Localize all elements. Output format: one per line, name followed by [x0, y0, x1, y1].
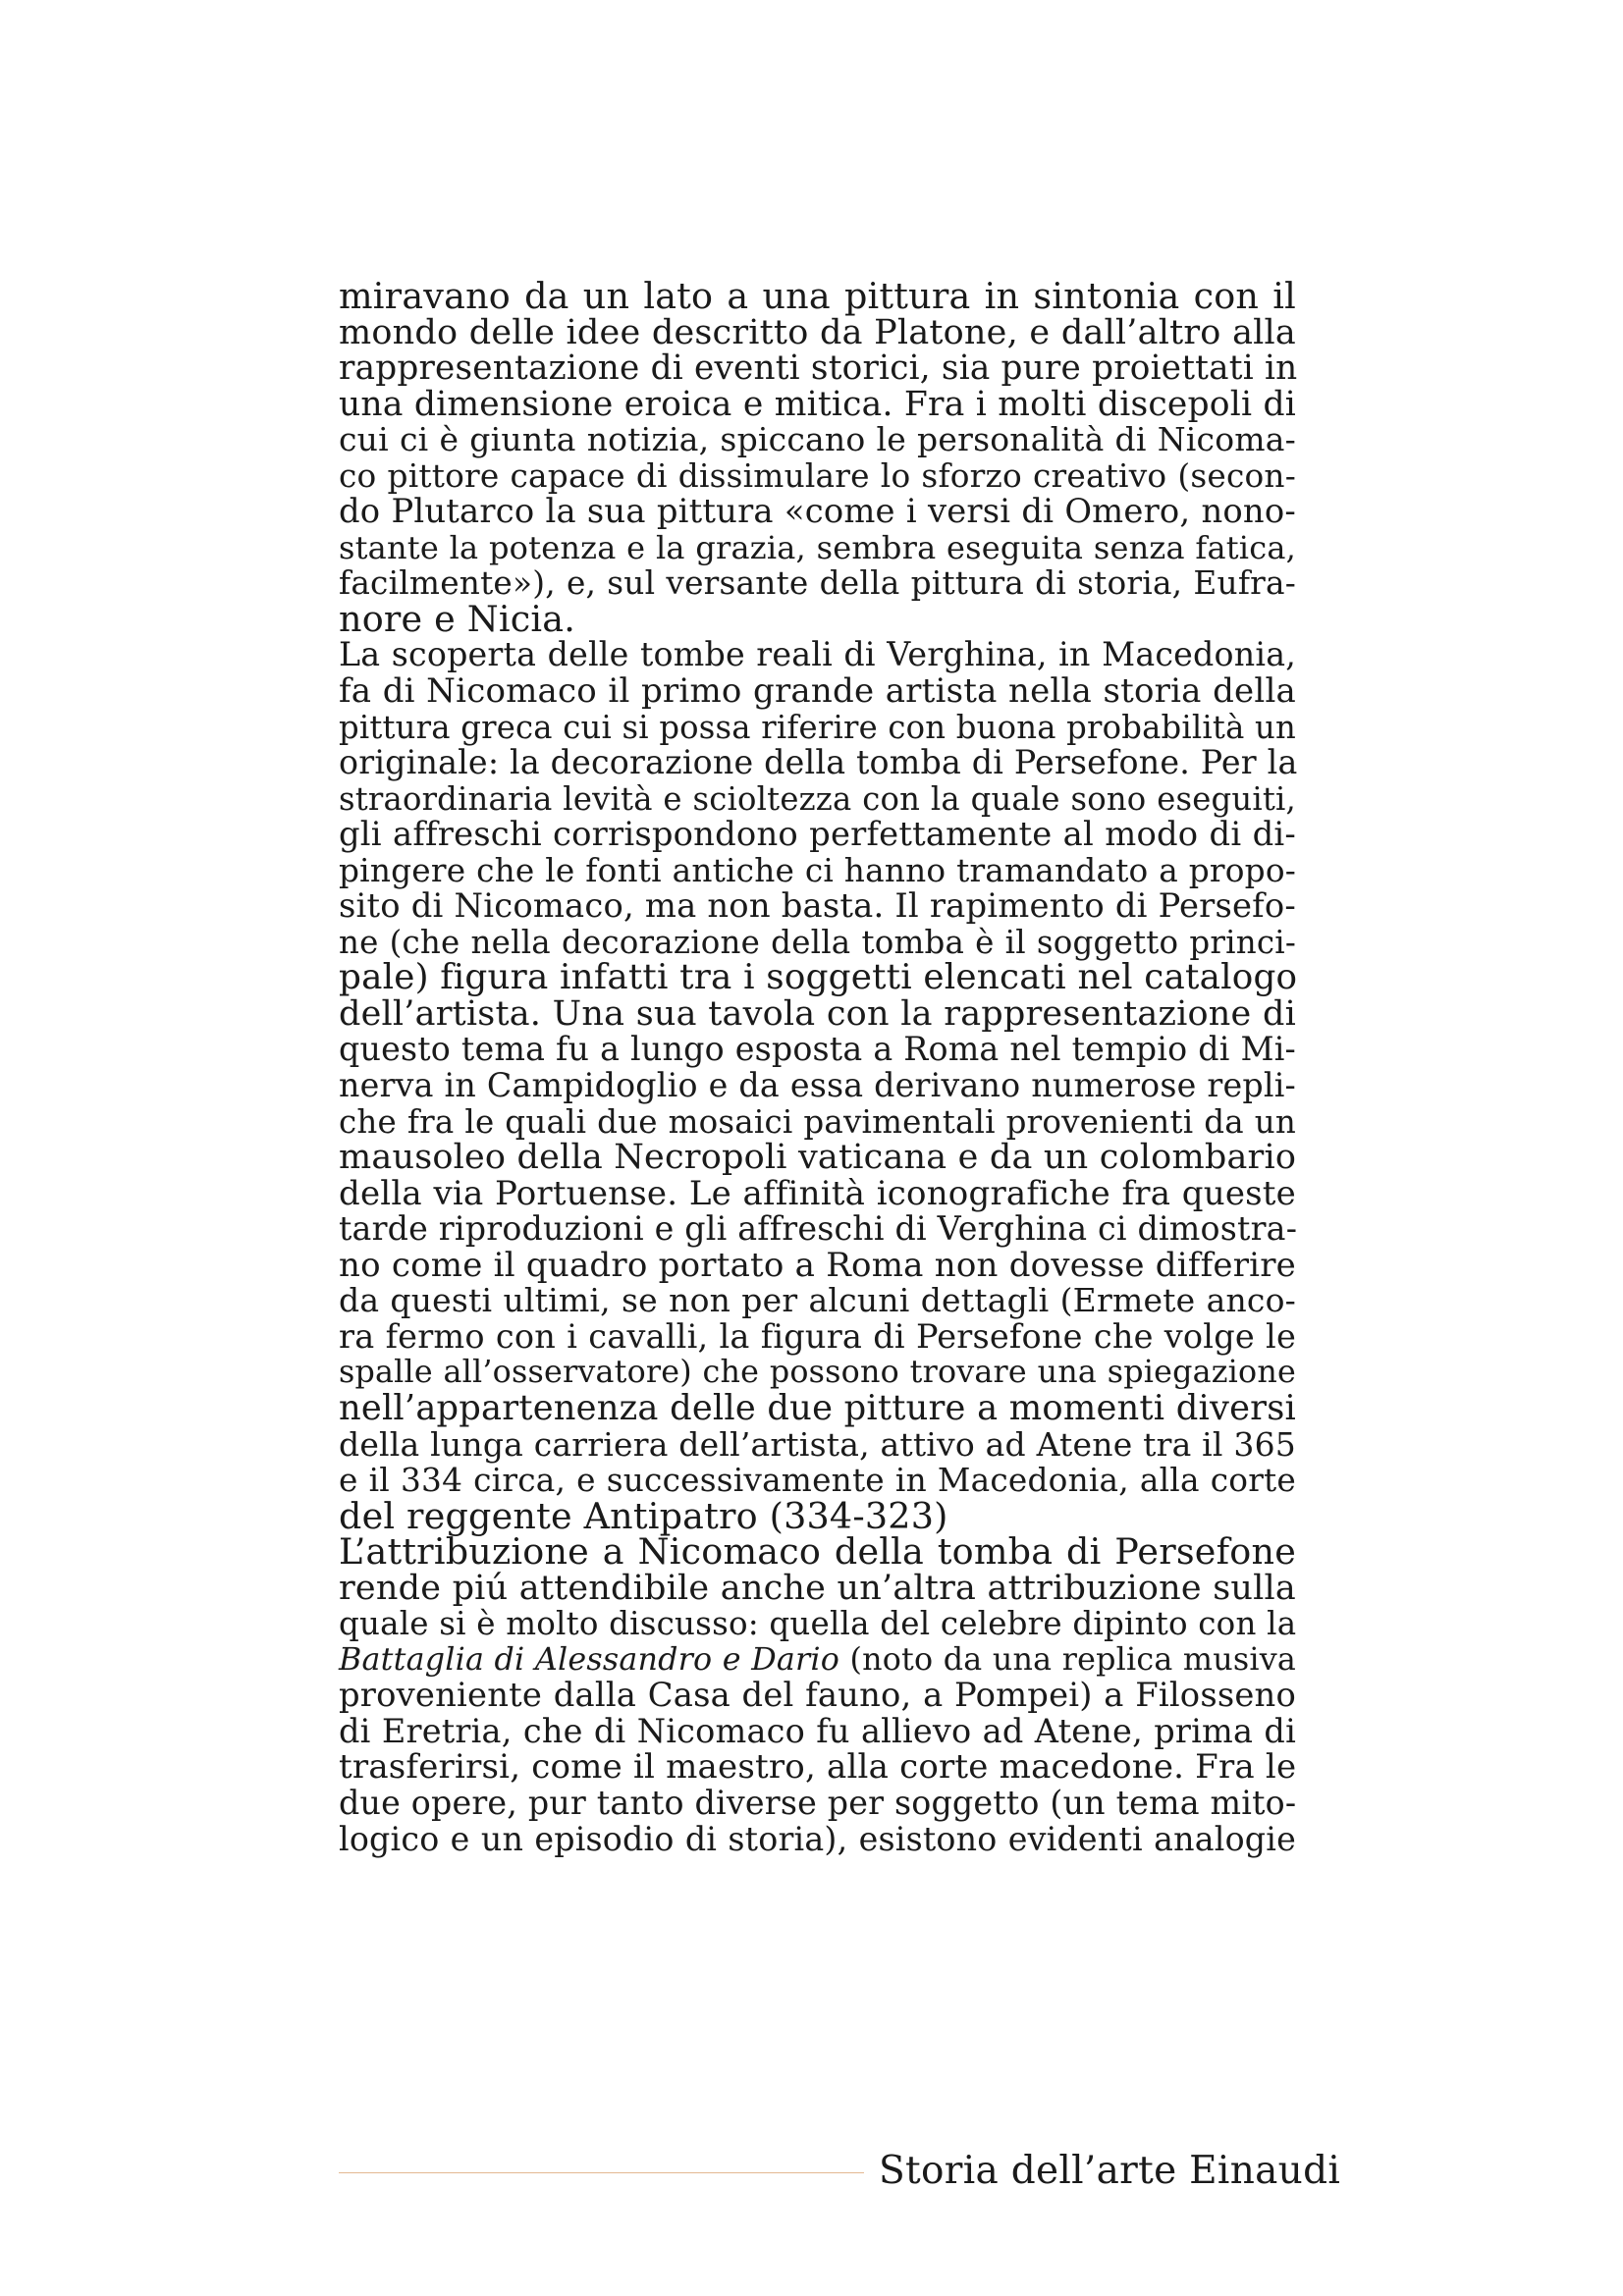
text-line: pittura greca cui si possa riferire con buona probabilità un — [339, 708, 1296, 746]
text-line: e il 334 circa, e successivamente in Macedonia, alla corte — [339, 1462, 1296, 1500]
text-line: una dimensione eroica e mitica. Fra i molti discepoli di — [339, 384, 1296, 424]
text-line: stante la potenza e la grazia, sembra eseguita senza fatica, — [339, 528, 1296, 566]
text-line: do Plutarco la sua pittura «come i versi di Omero, nono- — [339, 492, 1296, 531]
text-line: spalle all’osservatore) che possono trovare una spiegazione — [339, 1355, 1296, 1391]
footer-rule — [339, 2172, 864, 2173]
paragraph — [339, 275, 1298, 640]
text-line: quale si è molto discusso: quella del celebre dipinto con la — [339, 1605, 1297, 1643]
text-line-with-italic-title — [339, 1642, 1296, 1679]
body-text — [339, 275, 1298, 1858]
text-line: due opere, pur tanto diverse per soggetto (un tema mito- — [339, 1783, 1297, 1822]
text-line: gli affreschi corrispondono perfettamente al modo di di- — [339, 815, 1296, 854]
text-line: L’attribuzione a Nicomaco della tomba di Persefone — [339, 1530, 1296, 1574]
text-line: della lunga carriera dell’artista, attivo ad Atene tra il 365 — [339, 1424, 1296, 1464]
text-line: mondo delle idee descritto da Platone, e dall’altro alla — [339, 312, 1296, 352]
text-line: nore e Nicia. — [339, 597, 576, 640]
text-line: rappresentazione di eventi storici, sia pure proiettati in — [339, 348, 1298, 389]
text-line: pale) figura infatti tra i soggetti elencati nel catalogo — [339, 957, 1298, 998]
text-line: della via Portuense. Le affinità iconografiche fra queste — [339, 1173, 1296, 1213]
paragraph — [339, 635, 1298, 1537]
text-line: no come il quadro portato a Roma non dovesse differire — [339, 1245, 1296, 1285]
text-line: pingere che le fonti antiche ci hanno tramandato a propo- — [339, 851, 1296, 889]
text-line: trasferirsi, come il maestro, alla corte macedone. Fra le — [339, 1747, 1297, 1788]
text-line: dell’artista. Una sua tavola con la rappresentazione di — [339, 993, 1296, 1034]
text-line: nerva in Campidoglio e da essa derivano numerose repli- — [339, 1066, 1296, 1105]
text-line: mausoleo della Necropoli vaticana e da un colombario — [339, 1138, 1297, 1178]
text-line: miravano da un lato a una pittura in sintonia con il — [339, 275, 1296, 317]
text-line: del reggente Antipatro (334-323) — [339, 1494, 948, 1537]
text-line: ne (che nella decorazione della tomba è il soggetto princi- — [339, 923, 1296, 961]
text-line: facilmente»), e, sul versante della pittura di storia, Eufra- — [339, 564, 1296, 603]
artwork-title: Battaglia di Alessandro e Dario — [339, 1641, 840, 1678]
text-line: straordinaria levità e scioltezza con la quale sono eseguiti, — [339, 779, 1296, 818]
text-span: (noto da una replica musiva — [839, 1641, 1296, 1678]
text-line: originale: la decorazione della tomba di Persefone. Per la — [339, 743, 1298, 782]
text-line: questo tema fu a lungo esposta a Roma nel tempio di Mi- — [339, 1030, 1296, 1069]
text-line: di Eretria, che di Nicomaco fu allievo ad Atene, prima di — [339, 1711, 1296, 1750]
footer-label: Storia dell’arte Einaudi — [879, 2149, 1341, 2193]
text-line: tarde riproduzioni e gli affreschi di Verghina ci dimostra- — [339, 1209, 1298, 1249]
text-line: ra fermo con i cavalli, la figura di Persefone che volge le — [339, 1316, 1296, 1356]
text-line: fa di Nicomaco il primo grande artista nella storia della — [339, 671, 1296, 712]
text-line: che fra le quali due mosaici pavimentali provenienti da un — [339, 1102, 1296, 1141]
text-line: La scoperta delle tombe reali di Verghina, in Macedonia, — [339, 635, 1296, 674]
paragraph — [339, 1530, 1297, 1858]
text-line: cui ci è giunta notizia, spiccano le personalità di Nicoma- — [339, 420, 1296, 459]
text-line: logico e un episodio di storia), esistono evidenti analogie — [339, 1819, 1296, 1858]
text-line: proveniente dalla Casa del fauno, a Pompei) a Filosseno — [339, 1676, 1296, 1715]
text-line: da questi ultimi, se non per alcuni dettagli (Ermete anco- — [339, 1281, 1296, 1320]
text-line: rende piú attendibile anche un’altra attribuzione sulla — [339, 1568, 1296, 1608]
text-line: co pittore capace di dissimulare lo sforzo creativo (secon- — [339, 456, 1296, 495]
text-line: nell’appartenenza delle due pitture a momenti diversi — [339, 1387, 1296, 1428]
text-line: sito di Nicomaco, ma non basta. Il rapimento di Persefo- — [339, 886, 1296, 926]
